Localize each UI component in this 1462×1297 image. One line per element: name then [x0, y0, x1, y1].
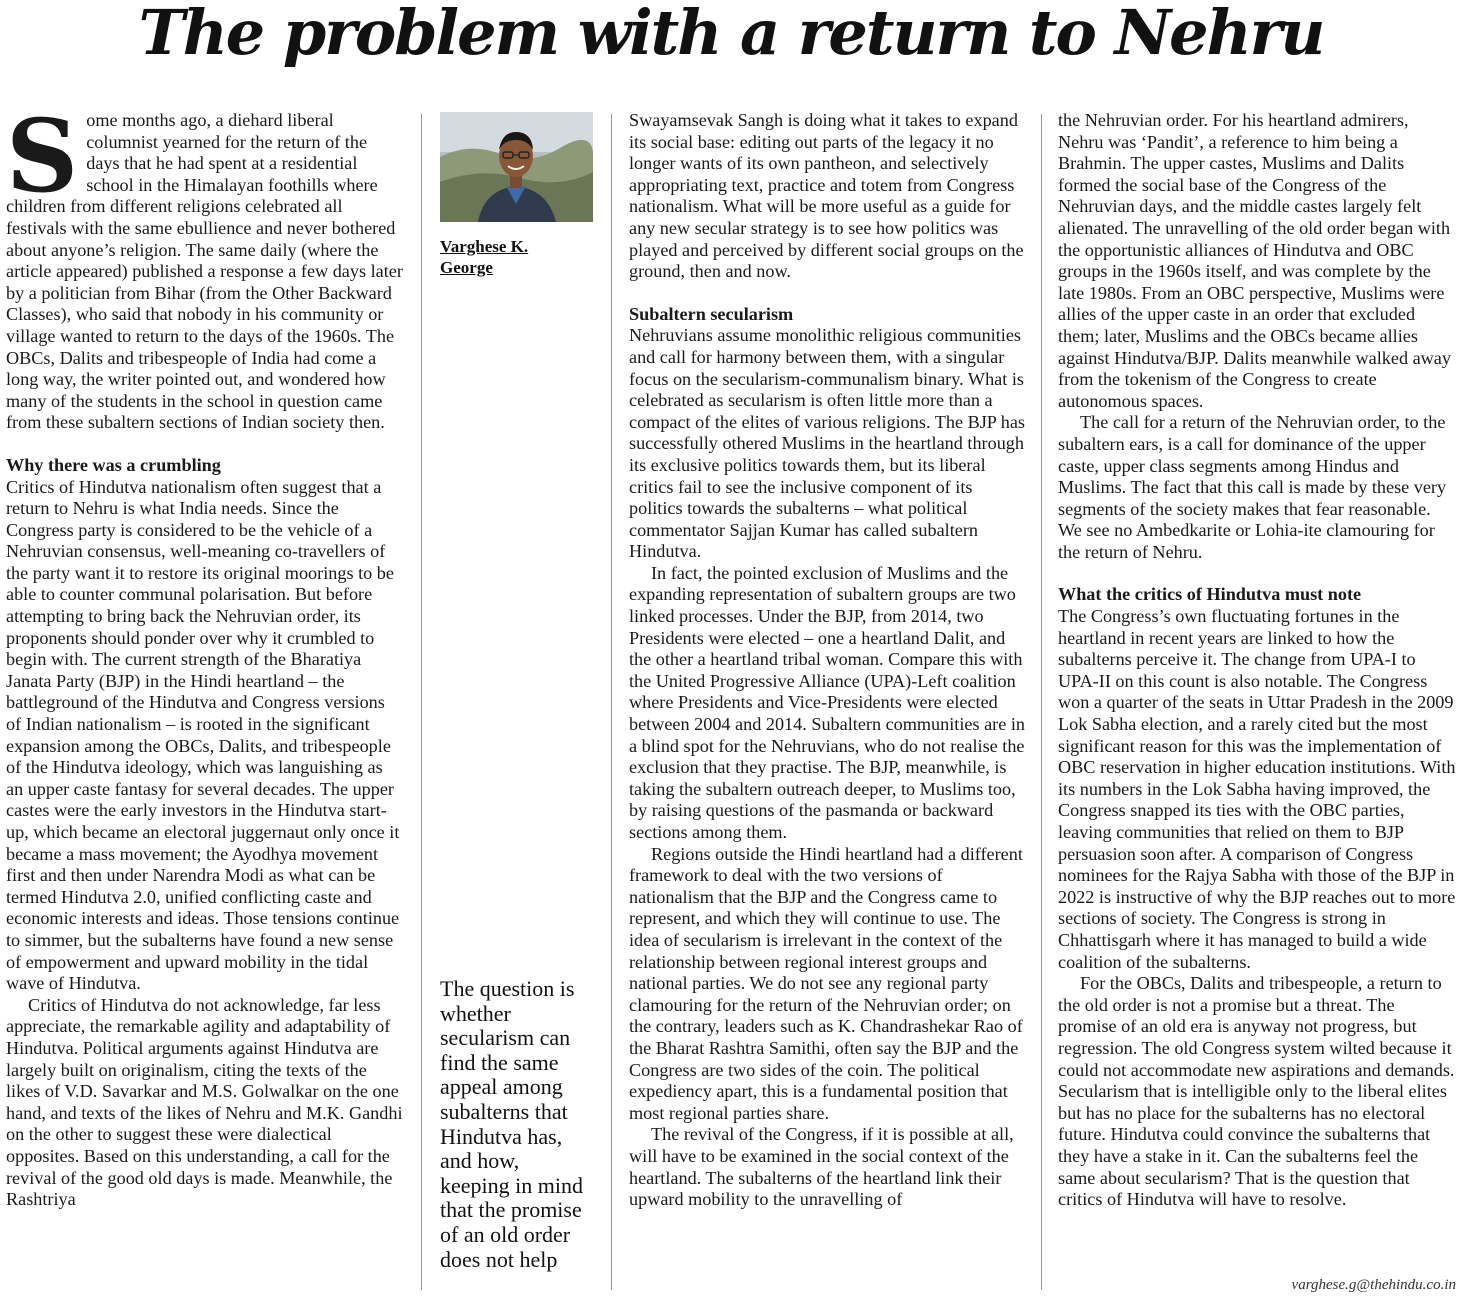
column-rule	[1041, 114, 1042, 1290]
column-rule	[421, 114, 422, 1290]
subheading-crumbling: Why there was a crumbling	[6, 454, 221, 475]
headline: The problem with a return to Nehru	[138, 0, 1324, 69]
author-photo	[440, 112, 593, 222]
paragraph: Regions outside the Hindi heartland had a different framework to deal with the two versions of nationalism that the BJP and the Congress came to represent, and which they will continue to use. The idea of secularism is irrelevant in the context of the relationship between regional interest groups and national parties. We do not see any regional party clamouring for the return of the Nehruvian order; on the contrary, leaders such as K. Chandrashekar Rao of the Bharat Rashtra Samithi, often say the BJP and the Congress are two sides of the coin. The political expediency apart, this is a fundamental position that most regional parties share.	[629, 843, 1023, 1123]
paragraph: Critics of Hindutva do not acknowledge, far less appreciate, the remarkable agility and adaptability of Hindutva. Political arguments against Hindutva are largely built on originalism, citing the texts of the likes of V.D. Savarkar and M.S. Golwalkar on the one hand, and texts of the likes of Nehru and M.K. Gandhi on the other to suggest these were dialectical opposites. Based on this understanding, a call for the revival of the good old days is made. Meanwhile, the Rashtriya	[6, 994, 403, 1210]
subheading-subaltern-secularism: Subaltern secularism	[629, 303, 794, 324]
paragraph: For the OBCs, Dalits and tribespeople, a return to the old order is not a promise but a threat. The promise of an old era is anyway not progress, but regression. The old Congress system wilted because it could not accommodate new aspirations and demands. Secularism that is intelligible only to the liberal elites but has no place for the subalterns has no electoral future. Hindutva could convince the subalterns that they have a stake in it. Can the subalterns feel the same about secularism? That is the question that critics of Hindutva will have to resolve.	[1058, 973, 1455, 1210]
byline[interactable]	[440, 236, 600, 278]
drop-cap: S	[6, 97, 79, 215]
column-3	[629, 110, 1029, 1211]
intro-text: ome months ago, a diehard liberal columnist yearned for the return of the days that he had spent at a residential school in the Himalayan foothills where children from different religions celebrated all festivals with the same ebullience and never bothered about anyone’s religion. The same daily (where the article appeared) published a response a few days later by a politician from Bihar (from the Other Backward Classes), who said that nobody in his community or village wanted to return to the days of the 1960s. The OBCs, Dalits and tribespeople of India had come a long way, the writer pointed out, and wondered how many of the students in the school in question came from these subaltern sections of Indian society then.	[6, 110, 403, 433]
column-rule	[611, 114, 612, 1290]
paragraph: Critics of Hindutva nationalism often suggest that a return to Nehru is what India needs. Since the Congress party is considered to be the vehicle of a Nehruvian consensus, well-meaning co-travellers of the party want it to restore its original moorings to be able to counter communal polarisation. But before attempting to bring back the Nehruvian order, its proponents should ponder over why it crumbled to begin with. The current strength of the Bharatiya Janata Party (BJP) in the Hindi heartland – the battleground of the Hindutva and Congress versions of Indian nationalism – is rooted in the significant expansion among the OBCs, Dalits, and tribespeople of the Hindutva ideology, which was languishing as an upper caste fantasy for several decades. The upper castes were the early investors in the Hindutva start-up, which became an electoral juggernaut only once it became a mass movement; the Ayodhya movement first and then under Narendra Modi as what can be termed Hindutva 2.0, unified conflicting caste and economic interests and ideas. Those tensions continue to simmer, but the subalterns have found a new sense of empowerment and upward mobility in the tidal wave of Hindutva.	[6, 476, 400, 994]
paragraph: In fact, the pointed exclusion of Muslims and the expanding representation of subaltern groups are two linked processes. Under the BJP, from 2014, two Presidents were elected – one a heartland Dalit, and the other a heartland tribal woman. Compare this with the United Progressive Alliance (UPA)-Left coalition where Presidents and Vice-Presidents were elected between 2004 and 2014. Subaltern communities are in a blind spot for the Nehruvians, who do not realise the exclusion that they practise. The BJP, meanwhile, is taking the subaltern outreach deeper, to Muslims too, by raising questions of the pasmanda or backward sections among them.	[629, 562, 1025, 842]
subheading-critics-must-note: What the critics of Hindutva must note	[1058, 584, 1362, 605]
byline-name-line1: Varghese K.	[440, 237, 529, 256]
paragraph: the Nehruvian order. For his heartland admirers, Nehru was ‘Pandit’, a reference to him being a Brahmin. The upper castes, Muslims and Dalits formed the social base of the Congress of the Nehruvian days, and the middle castes largely felt alienated. The unravelling of the old order began with the opportunistic alliances of Hindutva and OBC groups in the 1960s itself, and was complete by the late 1980s. From an OBC perspective, Muslims were allies of the upper caste in an order that excluded them; later, Muslims and the OBCs became allies against Hindutva/BJP. Dalits meanwhile walked away from the tokenism of the Congress to create autonomous spaces.	[1058, 110, 1451, 411]
author-email[interactable]: varghese.g@thehindu.co.in	[1291, 1277, 1456, 1293]
byline-name-line2: George	[440, 258, 493, 277]
pull-quote: The question is whether secularism can find the same appeal among subalterns that Hindutva has, and how, keeping in mind that the promise of an old order does not help	[440, 976, 583, 1272]
paragraph: The call for a return of the Nehruvian order, to the subaltern ears, is a call for dominance of the upper caste, upper class segments among Hindus and Muslims. The fact that this call is made by these very segments of the society makes that fear reasonable. We see no Ambedkarite or Lohia-ite clamouring for the return of Nehru.	[1058, 412, 1447, 562]
paragraph: Nehruvians assume monolithic religious communities and call for harmony between them, with a singular focus on the secularism-communalism binary. What is celebrated as secularism is often little more than a compact of the elites of various religions. The BJP has successfully othered Muslims in the heartland through its exclusive politics towards them, but its liberal critics fail to see the inclusive component of its politics towards the subalterns – what political commentator Sajjan Kumar has called subaltern Hindutva.	[629, 325, 1026, 562]
paragraph: The revival of the Congress, if it is possible at all, will have to be examined in the social context of the heartland. The subalterns of the heartland link their upward mobility to the unravelling of	[629, 1124, 1014, 1210]
intro-paragraph	[6, 97, 404, 434]
portrait-image	[440, 112, 593, 222]
paragraph: Swayamsevak Sangh is doing what it takes to expand its social base: editing out parts of the legacy it no longer wants of its own pantheon, and selectively appropriating text, practice and totem from Congress nationalism. What will be more useful as a guide for any new secular strategy is to see how politics was played and perceived by different social groups on the ground, then and now.	[629, 110, 1024, 282]
paragraph: The Congress’s own fluctuating fortunes in the heartland in recent years are linked to how the subalterns perceive it. The change from UPA-I to UPA-II on this count is also notable. The Congress won a quarter of the seats in Uttar Pradesh in the 2009 Lok Sabha election, and a rarely cited but the most significant reason for this was the implementation of OBC reservation in higher education institutions. With its numbers in the Lok Sabha having improved, the Congress snapped its ties with the OBC parties, leaving communities that relied on them to BJP persuasion soon after. A comparison of Congress nominees for the Rajya Sabha with those of the BJP in 2022 is instructive of why the BJP reaches out to more sections of society. The Congress is strong in Chhattisgarh where it has managed to build a wide coalition of the subalterns.	[1058, 606, 1456, 972]
column-4	[1058, 110, 1456, 1211]
column-1	[6, 97, 404, 1211]
